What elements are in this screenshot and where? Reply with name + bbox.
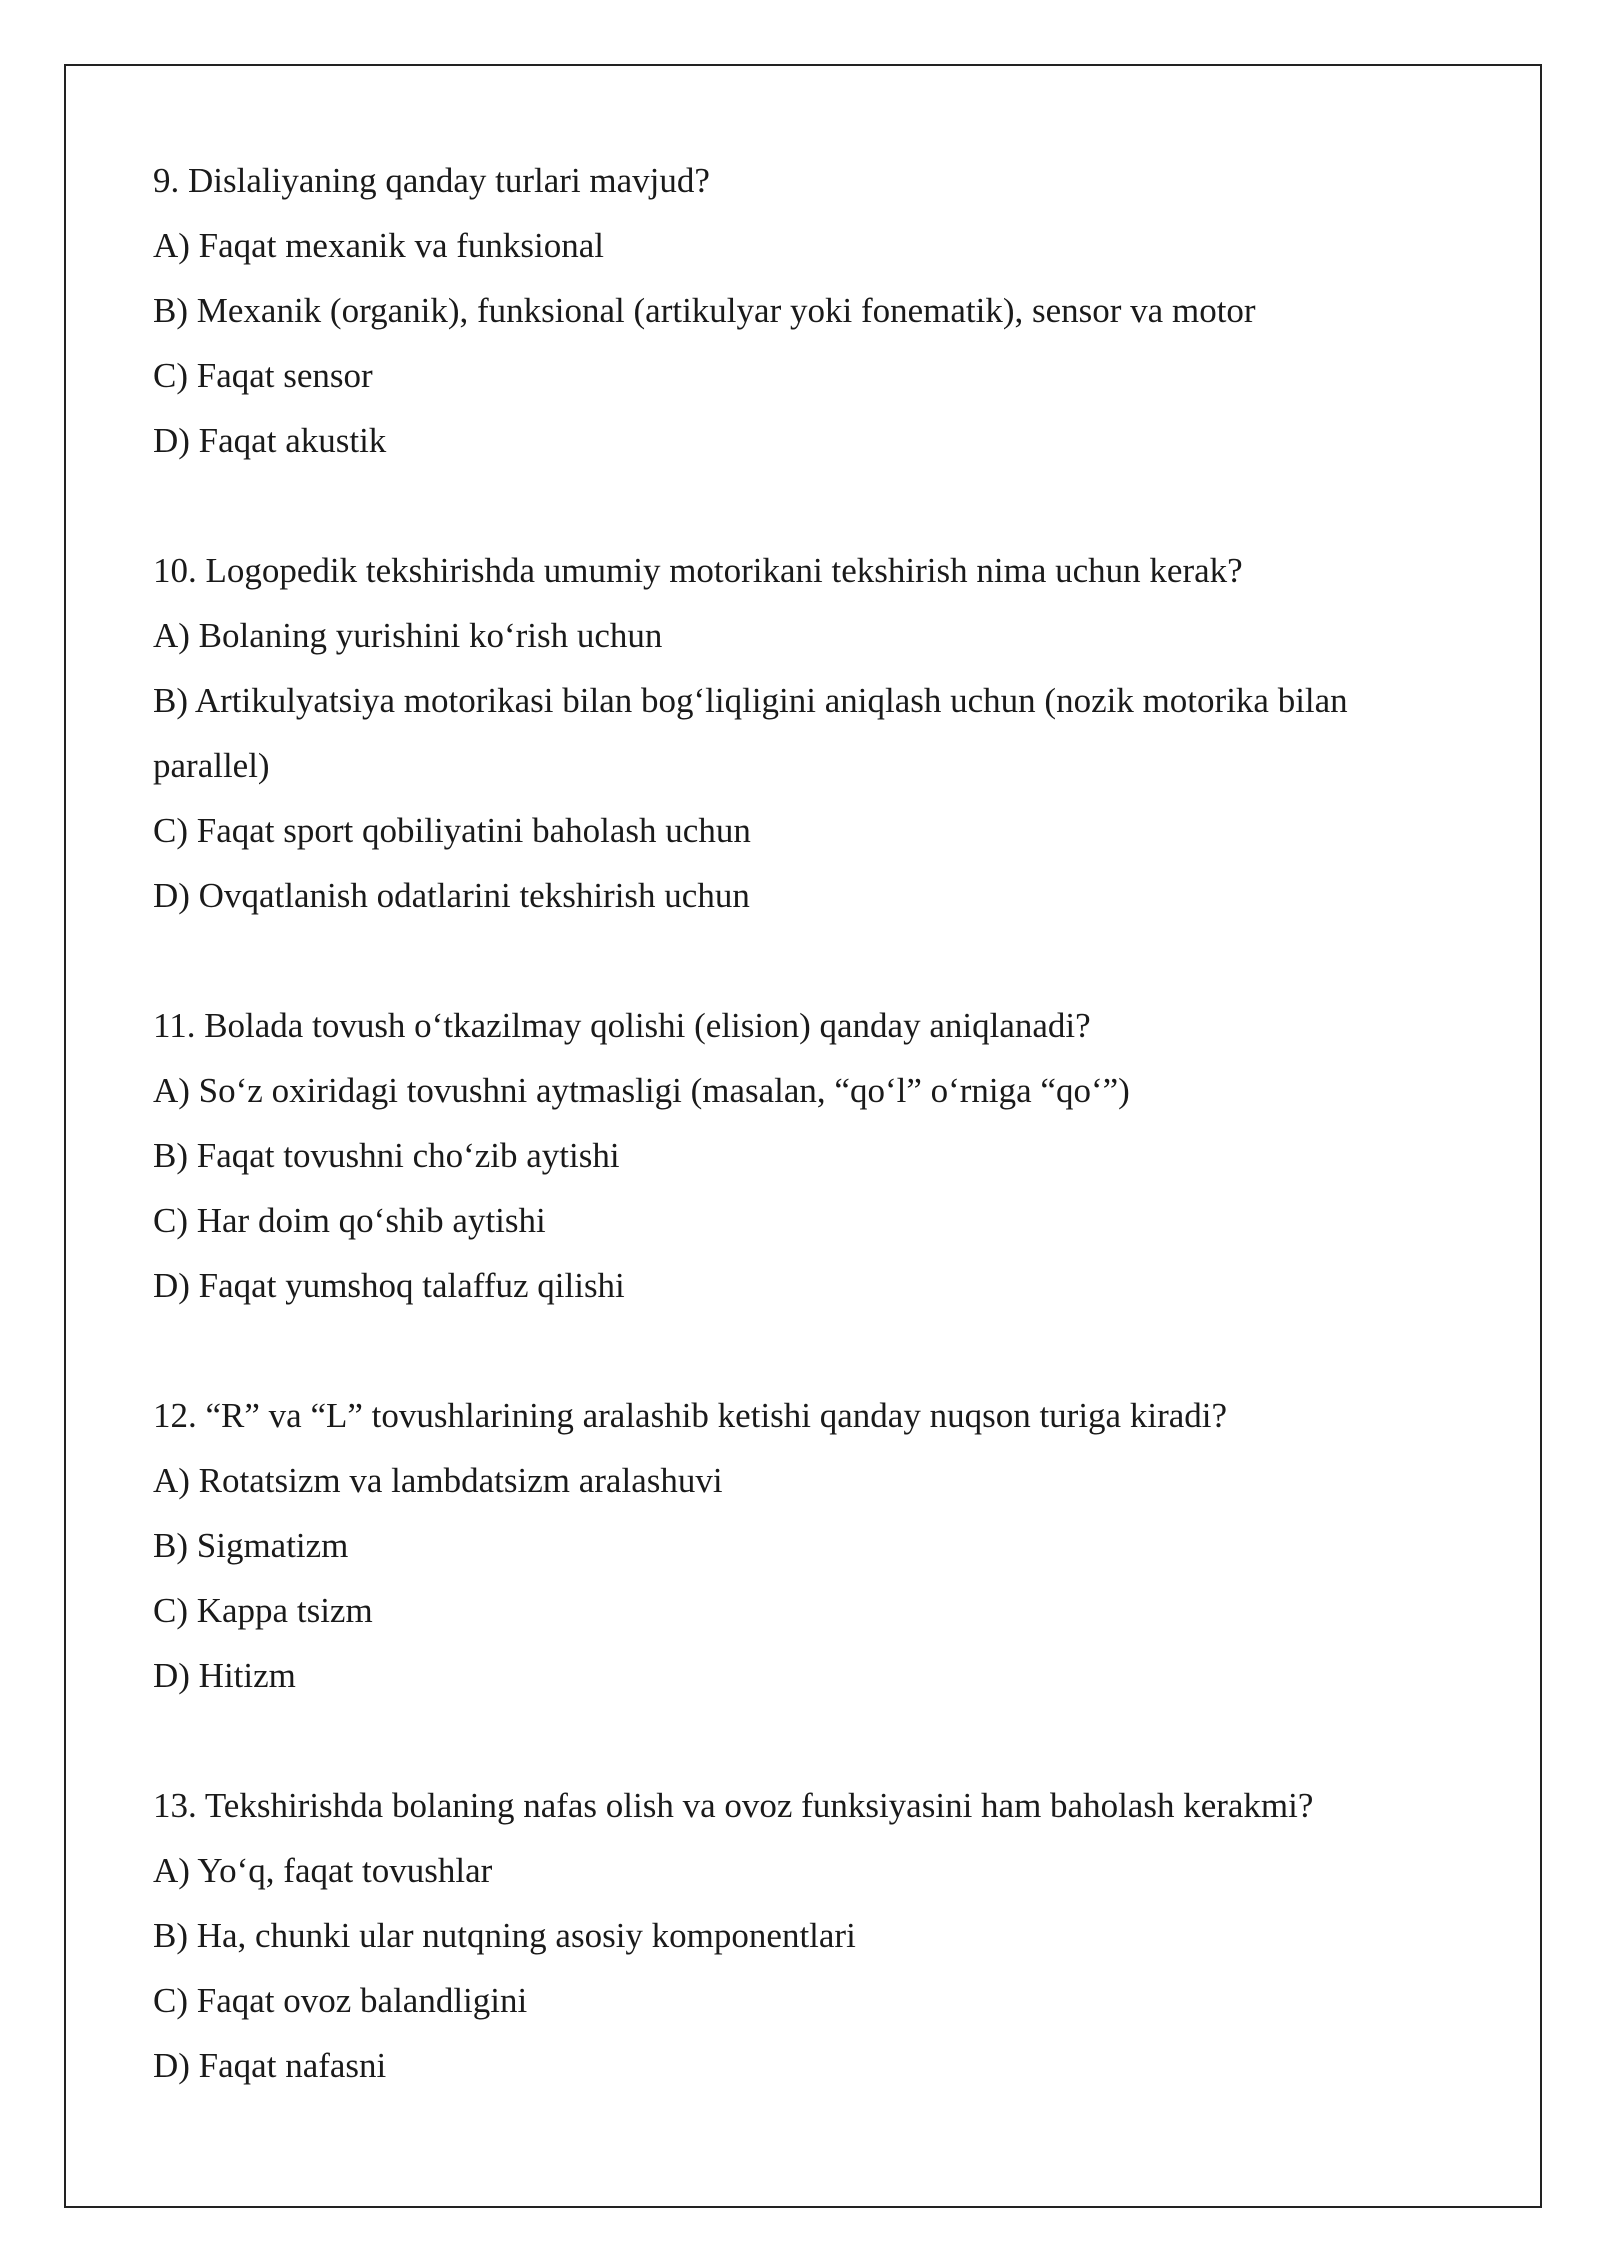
document-content <box>153 148 1453 2098</box>
option-d: D) Hitizm <box>153 1656 296 1695</box>
question-9 <box>153 148 1453 473</box>
option-d: D) Faqat akustik <box>153 421 387 460</box>
option-b: B) Ha, chunki ular nutqning asosiy komponentlari <box>153 1916 856 1955</box>
option-b: B) Artikulyatsiya motorikasi bilan bog‘liqligini aniqlash uchun (nozik motorika bilan <box>153 681 1348 720</box>
question-spacer <box>153 1318 1453 1383</box>
question-text: 9. Dislaliyaning qanday turlari mavjud? <box>153 161 710 200</box>
question-text: 13. Tekshirishda bolaning nafas olish va ovoz funksiyasini ham baholash kerakmi? <box>153 1786 1314 1825</box>
option-b: B) Mexanik (organik), funksional (artikulyar yoki fonematik), sensor va motor <box>153 291 1256 330</box>
option-b: B) Sigmatizm <box>153 1526 349 1565</box>
option-a: A) So‘z oxiridagi tovushni aytmasligi (masalan, “qo‘l” o‘rniga “qo‘”) <box>153 1071 1130 1110</box>
question-spacer <box>153 1708 1453 1773</box>
option-c: C) Faqat ovoz balandligini <box>153 1981 528 2020</box>
option-a: A) Rotatsizm va lambdatsizm aralashuvi <box>153 1461 723 1500</box>
option-a: A) Bolaning yurishini ko‘rish uchun <box>153 616 663 655</box>
question-text: 11. Bolada tovush o‘tkazilmay qolishi (elision) qanday aniqlanadi? <box>153 1006 1091 1045</box>
option-b-continued: parallel) <box>153 746 270 785</box>
question-11 <box>153 993 1453 1318</box>
option-c: C) Faqat sport qobiliyatini baholash uchun <box>153 811 751 850</box>
option-a: A) Yo‘q, faqat tovushlar <box>153 1851 493 1890</box>
option-a: A) Faqat mexanik va funksional <box>153 226 605 265</box>
option-c: C) Faqat sensor <box>153 356 373 395</box>
question-text: 10. Logopedik tekshirishda umumiy motorikani tekshirish nima uchun kerak? <box>153 551 1243 590</box>
option-c: C) Har doim qo‘shib aytishi <box>153 1201 546 1240</box>
question-12 <box>153 1383 1453 1708</box>
question-13 <box>153 1773 1453 2098</box>
question-spacer <box>153 928 1453 993</box>
option-b: B) Faqat tovushni cho‘zib aytishi <box>153 1136 620 1175</box>
option-d: D) Faqat yumshoq talaffuz qilishi <box>153 1266 625 1305</box>
option-c: C) Kappa tsizm <box>153 1591 373 1630</box>
question-spacer <box>153 473 1453 538</box>
question-text: 12. “R” va “L” tovushlarining aralashib ketishi qanday nuqson turiga kiradi? <box>153 1396 1228 1435</box>
option-d: D) Faqat nafasni <box>153 2046 387 2085</box>
option-d: D) Ovqatlanish odatlarini tekshirish uchun <box>153 876 750 915</box>
question-10 <box>153 538 1453 928</box>
